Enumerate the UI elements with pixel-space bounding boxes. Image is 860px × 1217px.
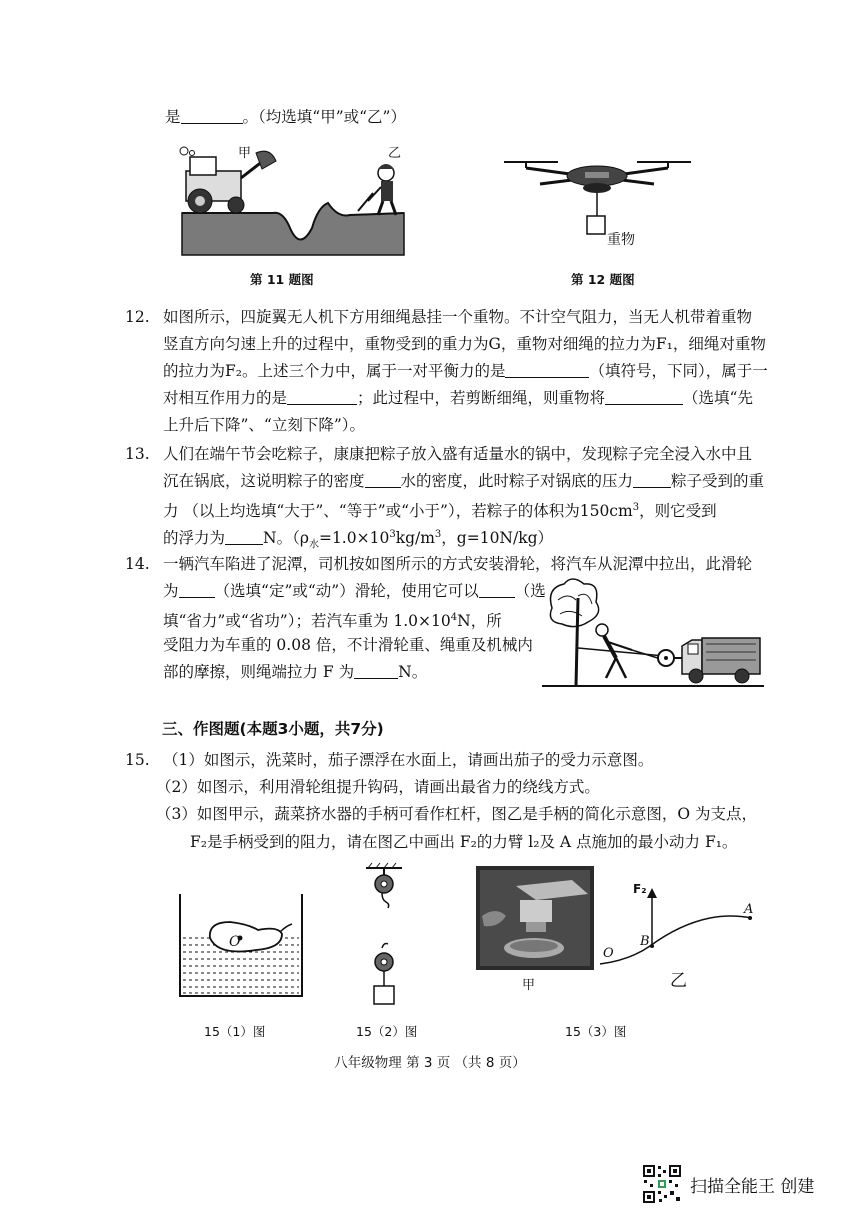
- q14-text-5b: N。: [398, 663, 428, 681]
- q13-text-3a: 力 （以上均选填“大于”、“等于”或“小于”），若粽子的体积为150cm: [163, 502, 633, 521]
- q15-number: 15.: [125, 751, 150, 769]
- q13-sup-m3: 3: [434, 529, 442, 540]
- fig15-3-label-yi: 乙: [670, 971, 687, 991]
- q14-text-2b: （选填“定”或“动”）滑轮，使用它可以: [214, 582, 479, 600]
- figure-15-3-jia-photo: [476, 866, 594, 970]
- q13-number: 13.: [125, 445, 150, 463]
- q15-part-2: （2）如图示，利用滑轮组提升钩码，请画出最省力的绕线方式。: [156, 778, 600, 796]
- q11-suffix: 。（均选填“甲”或“乙”）: [242, 108, 406, 126]
- q11-blank[interactable]: [181, 107, 243, 124]
- q13-line-4: [163, 524, 553, 556]
- q12-line-5: 上升后下降”、“立刻下降”）。: [163, 416, 366, 434]
- q12-blank-3[interactable]: [605, 388, 683, 405]
- figure-12-drone: [500, 150, 695, 255]
- q14-text-3a: 填“省力”或“省功”）；若汽车重为 1.0×10: [163, 612, 451, 631]
- figure-15-2-pulley-system: [362, 866, 406, 1008]
- q13-sup-exp: 3: [389, 529, 396, 540]
- fig11-label-jia: 甲: [238, 146, 252, 161]
- fig11-label-yi: 乙: [388, 146, 402, 161]
- q13-text-2b: 水的密度，此时粽子对锅底的压力: [400, 472, 634, 490]
- q12-text-4a: 对相互作用力的是: [163, 389, 288, 407]
- q12-line-3: [163, 360, 768, 382]
- fig15-3-caption: 15（3）图: [565, 1024, 627, 1039]
- q13-text-4a: 的浮力为: [163, 529, 226, 548]
- q13-sup-cm3: 3: [632, 502, 640, 513]
- q15-part-3b: F₂是手柄受到的阻力，请在图乙中画出 F₂的力臂 l₂及 A 点施加的最小动力 F₁。: [190, 833, 738, 851]
- figure-11-illustration: [178, 143, 408, 258]
- q13-text-4d: kg/m: [395, 529, 435, 548]
- q13-blank-3[interactable]: [225, 528, 263, 545]
- fig12-weight-label: 重物: [607, 232, 635, 248]
- q13-blank-2[interactable]: [633, 471, 671, 488]
- figure-14-car-pulley: [542, 578, 764, 690]
- q14-text-2c: （选: [514, 582, 546, 600]
- q14-line-1: [125, 553, 752, 575]
- q14-blank-3[interactable]: [354, 662, 398, 679]
- fig15-3-label-o: O: [603, 946, 614, 961]
- q12-text-4b: ；此过程中，若剪断细绳，则重物将: [357, 389, 606, 407]
- fig15-3-label-a: A: [744, 902, 754, 917]
- q11-prefix: 是: [165, 108, 181, 126]
- figure-15-1-beaker: [178, 892, 304, 998]
- q14-line-5: [163, 661, 427, 683]
- q13-text-4c: =1.0×10: [318, 529, 390, 548]
- q13-text-4e: ，g=10N/kg）: [441, 529, 554, 548]
- qr-code-icon: [642, 1164, 682, 1204]
- q13-sub-water: 水: [308, 539, 319, 551]
- q12-text-3b: （填符号，下同），属于一: [589, 362, 768, 380]
- q15-part-1: （1）如图示，洗菜时，茄子漂浮在水面上，请画出茄子的受力示意图。: [163, 751, 654, 769]
- fig15-3-label-jia: 甲: [522, 978, 536, 993]
- q15-line-1: [125, 749, 653, 771]
- q14-text-3b: N，所: [457, 612, 502, 631]
- scanner-watermark: [642, 1164, 814, 1204]
- fig15-3-label-b: B: [640, 934, 650, 949]
- q12-text-4c: （选填“先: [683, 389, 753, 407]
- q14-text-5a: 部的摩擦，则绳端拉力 F 为: [163, 663, 355, 681]
- q13-blank-1[interactable]: [365, 471, 401, 488]
- figure-15-3-yi-lever: [600, 880, 770, 980]
- fig15-2-caption: 15（2）图: [356, 1024, 418, 1039]
- q12-number: 12.: [125, 308, 150, 326]
- q13-text-3b: ，则它受到: [639, 502, 717, 521]
- q13-text-2c: 粽子受到的重: [671, 472, 765, 490]
- q11-answer-line: [165, 106, 406, 128]
- q14-line-4: 受阻力为车重的 0.08 倍，不计滑轮重、绳重及机械内: [163, 636, 533, 654]
- q14-text-1: 一辆汽车陷进了泥潭，司机按如图所示的方式安装滑轮，将汽车从泥潭中拉出，此滑轮: [163, 555, 753, 573]
- q14-blank-2[interactable]: [479, 581, 515, 598]
- q13-line-3: [163, 497, 717, 522]
- section-3-heading: 三、作图题(本题3小题，共7分): [162, 720, 384, 738]
- q13-line-1: [125, 443, 752, 465]
- q14-number: 14.: [125, 555, 150, 573]
- q13-line-2: [163, 470, 764, 492]
- fig15-3-label-f2: F₂: [633, 882, 647, 896]
- fig11-caption: 第 11 题图: [250, 272, 314, 287]
- q13-text-4b: N。（ρ: [263, 529, 309, 548]
- fig12-caption: 第 12 题图: [571, 272, 635, 287]
- fig15-1-point-o: O: [229, 934, 241, 950]
- q12-text-1: 如图所示，四旋翼无人机下方用细绳悬挂一个重物。不计空气阻力，当无人机带着重物: [163, 308, 753, 326]
- q13-text-2a: 沉在锅底，这说明粽子的密度: [163, 472, 365, 490]
- q14-line-2: [163, 580, 546, 602]
- q12-line-1: [125, 306, 752, 328]
- q12-text-3a: 的拉力为F₂。上述三个力中，属于一对平衡力的是: [163, 362, 506, 380]
- q12-line-4: [163, 387, 753, 409]
- q12-blank-2[interactable]: [287, 388, 357, 405]
- q14-text-2a: 为: [163, 582, 179, 600]
- q14-blank-1[interactable]: [179, 581, 215, 598]
- page-footer: 八年级物理 第 3 页 （共 8 页）: [334, 1055, 526, 1071]
- q14-sup-exp: 4: [450, 612, 458, 623]
- watermark-text: 扫描全能王 创建: [690, 1176, 815, 1197]
- q12-line-2: 竖直方向匀速上升的过程中，重物受到的重力为G，重物对细绳的拉力为F₁，细绳对重物: [163, 335, 766, 353]
- fig15-1-caption: 15（1）图: [204, 1024, 266, 1039]
- q15-part-3a: （3）如图甲示，蔬菜挤水器的手柄可看作杠杆，图乙是手柄的简化示意图，O 为支点，: [156, 805, 757, 823]
- q14-line-3: [163, 607, 502, 632]
- q13-text-1: 人们在端午节会吃粽子，康康把粽子放入盛有适量水的锅中，发现粽子完全浸入水中且: [163, 445, 753, 463]
- q12-blank-1[interactable]: [505, 361, 589, 378]
